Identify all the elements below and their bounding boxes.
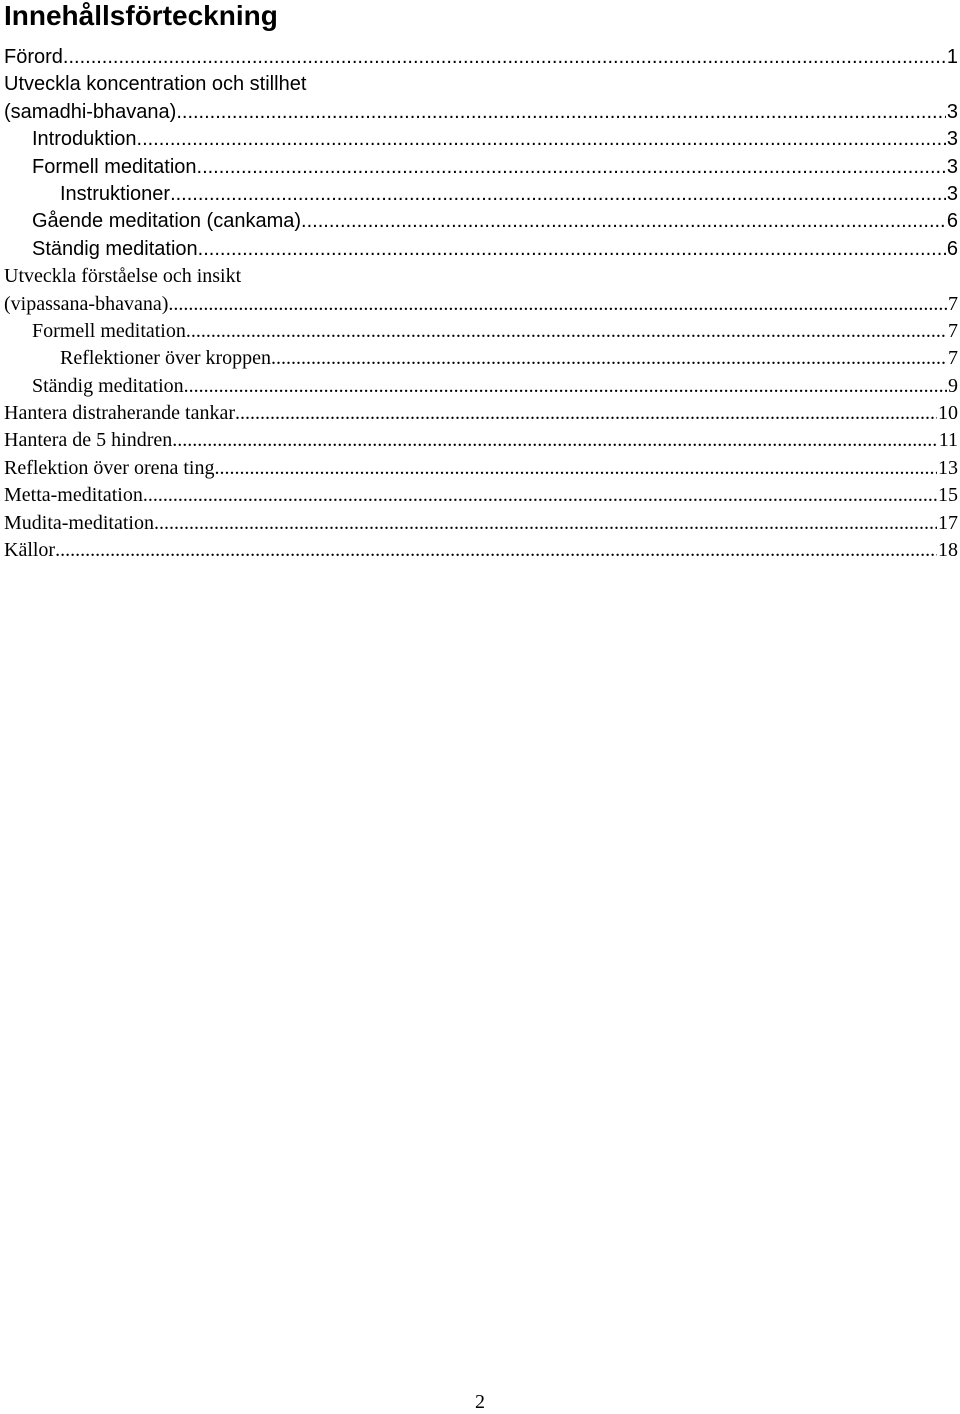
toc-entry-page: 6	[946, 210, 958, 233]
toc-entry-line	[4, 427, 958, 454]
toc-entry-line	[4, 318, 958, 345]
toc-entry-page: 7	[948, 292, 958, 315]
toc-entry-line	[4, 44, 958, 71]
toc-entry-page: 7	[948, 319, 958, 342]
toc-entry-line	[4, 181, 958, 208]
toc-dot-leader	[184, 373, 947, 400]
toc-entry-line	[4, 236, 958, 263]
toc-entry[interactable]	[4, 318, 958, 345]
toc-entry-line	[4, 537, 958, 564]
toc-entry-title: Formell meditation	[32, 319, 186, 342]
toc-entry-page: 3	[946, 182, 958, 205]
toc-dot-leader	[170, 181, 946, 208]
toc-dot-leader	[215, 455, 938, 482]
toc-entry-title: (vipassana-bhavana)	[4, 292, 169, 315]
toc-entry-title: Utveckla förståelse och insikt	[4, 265, 242, 288]
toc-dot-leader	[172, 427, 937, 454]
toc-entry[interactable]	[4, 510, 958, 537]
toc-entry-line	[4, 263, 958, 290]
toc-entry-title: Ständig meditation	[32, 374, 184, 397]
toc-entry-title: Reflektioner över kroppen	[60, 347, 272, 370]
toc-entry[interactable]	[4, 181, 958, 208]
toc-entry-page: 17	[938, 511, 958, 534]
toc-dot-leader	[186, 318, 947, 345]
toc-entry-page: 7	[948, 347, 958, 370]
toc-dot-leader	[168, 291, 947, 318]
toc-entry[interactable]	[4, 482, 958, 509]
toc-heading: Innehållsförteckning	[4, 0, 278, 31]
toc-entry-page: 6	[946, 237, 958, 260]
toc-entry-page: 13	[938, 456, 958, 479]
toc-entry-page: 3	[946, 100, 958, 123]
toc-entry-title: Reflektion över orena ting	[4, 456, 215, 479]
toc-entry-page: 3	[946, 155, 958, 178]
toc-entry[interactable]	[4, 99, 958, 126]
toc-entry-line	[4, 373, 958, 400]
toc-entry[interactable]	[4, 373, 958, 400]
toc-dot-leader	[198, 236, 946, 263]
toc-entry-title: Hantera distraherande tankar	[4, 402, 235, 425]
toc-entry-line	[4, 154, 958, 181]
toc-entry-title: Metta-meditation	[4, 484, 143, 507]
page-number: 2	[475, 1391, 485, 1413]
toc-entry-line	[4, 482, 958, 509]
toc-entry[interactable]	[4, 154, 958, 181]
toc-dot-leader	[143, 482, 937, 509]
toc-entry[interactable]	[4, 455, 958, 482]
toc-entry[interactable]	[4, 400, 958, 427]
toc-entry[interactable]	[4, 236, 958, 263]
toc-entry-line	[4, 455, 958, 482]
toc-entry-line	[4, 208, 958, 235]
toc-entry[interactable]	[4, 71, 958, 98]
toc-entry-page: 9	[948, 374, 958, 397]
toc-entry[interactable]	[4, 537, 958, 564]
toc-entry-line	[4, 345, 958, 372]
toc-entry-line	[4, 99, 958, 126]
toc-entry-title: Instruktioner	[60, 182, 171, 205]
toc-entry-title: Hantera de 5 hindren	[4, 429, 173, 452]
toc-entry-title: (samadhi-bhavana)	[4, 100, 177, 123]
toc-entry[interactable]	[4, 427, 958, 454]
toc-entry-line	[4, 126, 958, 153]
toc-dot-leader	[197, 154, 946, 181]
toc-entry-title: Introduktion	[32, 128, 137, 151]
toc-entry[interactable]	[4, 345, 958, 372]
toc-entry-line	[4, 291, 958, 318]
toc-dot-leader	[301, 208, 946, 235]
toc-list	[4, 44, 958, 564]
toc-entry-title: Förord	[4, 46, 63, 68]
toc-entry[interactable]	[4, 44, 958, 71]
toc-entry-title: Ständig meditation	[32, 237, 198, 260]
toc-dot-leader	[176, 99, 946, 126]
toc-entry-title: Mudita-meditation	[4, 511, 154, 534]
toc-dot-leader	[55, 537, 937, 564]
toc-entry-title: Källor	[4, 539, 56, 562]
toc-entry-page: 11	[938, 429, 958, 452]
toc-entry[interactable]	[4, 208, 958, 235]
toc-entry-page: 15	[938, 484, 958, 507]
toc-entry-page: 18	[938, 539, 958, 562]
toc-entry-line	[4, 71, 958, 98]
toc-entry-line	[4, 400, 958, 427]
toc-entry[interactable]	[4, 291, 958, 318]
toc-entry[interactable]	[4, 263, 958, 290]
toc-entry-title: Utveckla koncentration och stillhet	[4, 73, 307, 96]
toc-entry-page: 10	[938, 402, 958, 425]
toc-dot-leader	[154, 510, 937, 537]
toc-dot-leader	[235, 400, 937, 427]
toc-entry[interactable]	[4, 126, 958, 153]
toc-entry-title: Gående meditation (cankama)	[32, 210, 302, 233]
toc-entry-page: 1	[946, 46, 958, 68]
toc-entry-line	[4, 510, 958, 537]
toc-entry-title: Formell meditation	[32, 155, 197, 178]
toc-dot-leader	[271, 345, 947, 372]
toc-dot-leader	[63, 44, 946, 71]
toc-dot-leader	[137, 126, 946, 153]
toc-entry-page: 3	[946, 128, 958, 151]
